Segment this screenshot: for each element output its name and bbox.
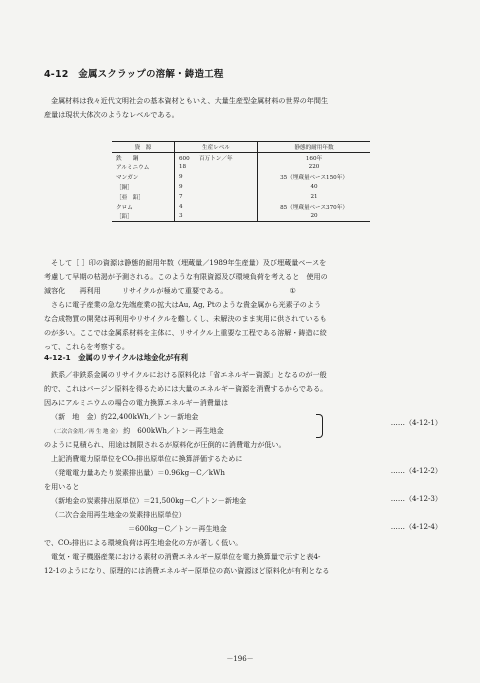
cell-value: 7 — [179, 193, 183, 200]
text-line: で、CO₂排出による環境負荷は再生地金化の方が著しく低い。 — [44, 538, 243, 547]
circle-mark: ① — [289, 286, 296, 295]
equation-label: （二次合金用／再 生 地 金） — [51, 429, 121, 435]
paragraph-depletion — [44, 256, 444, 298]
section-title: 4-12 金属スクラップの溶解・鋳造工程 — [44, 69, 224, 80]
text-line: を用いると — [44, 482, 80, 491]
column-header: 静態的耐用年数 — [258, 142, 371, 153]
table-cell — [175, 182, 258, 192]
text-line: 電気・電子機器産業における素材の消費エネルギー原単位を電力換算量で示すと表4- — [51, 552, 321, 561]
cell-value: 3 — [179, 213, 183, 220]
page-number: －196－ — [226, 655, 254, 663]
equation-number: ……（4-12-3） — [390, 494, 442, 503]
equation-number: ……（4-12-4） — [390, 522, 442, 531]
table-cell: マンガン — [112, 172, 175, 182]
cell-unit: 百万トン／年 — [199, 155, 233, 162]
text-line: 上記消費電力原単位をCO₂排出原単位に換算評価するために — [51, 454, 243, 463]
table-cell: ［鉛］ — [112, 212, 175, 222]
text-line — [44, 284, 444, 298]
table-header-row — [112, 142, 370, 153]
table-cell: 35（埋蔵量ベース150年） — [280, 175, 348, 182]
cell-value: 4 — [179, 203, 183, 210]
table-cell: ［銅］ — [112, 182, 175, 192]
equation-line: ＝600kg－C／トン－再生地金 — [128, 524, 227, 533]
text-line: 的で、これはバージン原料を得るためには大量のエネルギー資源を消費するからである。 — [44, 384, 328, 393]
intro-paragraph — [44, 94, 444, 122]
table-row — [112, 182, 370, 192]
table-row — [112, 192, 370, 202]
text-line: 鉄系／非鉄系金属のリサイクルにおける原料化は「省エネルギー資源」となるのが一般 — [51, 370, 327, 379]
subsection-title: 4-12-1 金属のリサイクルは地金化が有利 — [44, 353, 188, 362]
equation-number: ……（4-12-1） — [390, 418, 442, 427]
table-cell: ［亜 鉛］ — [112, 192, 175, 202]
cell-value: 600 — [179, 155, 190, 162]
table-cell — [175, 212, 258, 222]
text-line: って、これらを考察する。 — [44, 342, 129, 351]
text-line: 12-1のようになり、原理的には消費エネルギー原単位の高い資源ほど原料化が有利となる — [44, 566, 330, 575]
brace-shape — [316, 414, 323, 438]
table-cell — [175, 192, 258, 202]
equation-block-2 — [44, 466, 444, 494]
text-line: のように見積られ、用途は制限されるが原料化が圧倒的に消費電力が低い。 — [44, 440, 286, 449]
equation-line: （新 地 金）約22,400kWh／トン－新地金 — [51, 412, 199, 421]
equation-line — [44, 424, 444, 438]
text-line: な合成物質の開発は再利用やリサイクルを難しくし、未解決のまま実用に供されているも — [44, 314, 327, 323]
table-cell — [175, 202, 258, 212]
text-fragment: 減容化 再利用 リサイクルが極めて重要である。 — [44, 286, 228, 295]
table-row — [112, 163, 370, 173]
equation-value: 約 600kWh／トン－再生地金 — [123, 426, 224, 435]
table-cell: 20 — [310, 213, 318, 220]
text-line: のが多い。ここでは金属系材料を主体に、リサイクル上重要な工程である溶解・鋳造に絞 — [44, 328, 327, 337]
text-line: 産量は現状大体次のようなレベルである。 — [44, 110, 179, 119]
cell-value: 18 — [179, 164, 187, 171]
table-cell: 220 — [308, 164, 320, 171]
table-cell: 160年 — [305, 155, 323, 162]
equation-line: （発電電力量あたり炭素排出量）＝0.96kg－C／kWh — [51, 468, 225, 477]
table-row — [112, 212, 370, 222]
equation-block-3 — [44, 494, 444, 536]
paragraph-estimate — [44, 438, 444, 466]
equation-line: （新地金の炭素排出原単位）＝21,500kg－C／トン－新地金 — [51, 496, 247, 505]
table-row — [112, 202, 370, 212]
table-cell: 40 — [310, 184, 318, 191]
table-row — [112, 152, 370, 162]
paragraph-conclusion — [44, 536, 444, 578]
column-header: 生産レベル — [175, 142, 258, 153]
cell-value: 9 — [179, 184, 183, 191]
column-header: 資 源 — [112, 142, 175, 153]
text-line: 考慮して早期の枯渇が予測される。このような有限資源及び環境負荷を考えると 使用の — [44, 272, 328, 281]
table-cell: 85（埋蔵量ベース370年） — [280, 204, 348, 211]
table-cell — [175, 163, 258, 173]
table-cell: アルミニウム — [112, 163, 175, 173]
table-cell — [175, 172, 258, 182]
table-cell: 21 — [310, 193, 318, 200]
text-line: 因みにアルミニウムの場合の電力換算エネルギー消費量は — [44, 398, 229, 407]
table-cell — [175, 152, 258, 162]
table-cell: クロム — [112, 202, 175, 212]
equation-block-1 — [44, 410, 444, 438]
paragraph-recycling — [44, 368, 444, 410]
cell-value: 9 — [179, 174, 183, 181]
resource-table — [112, 141, 370, 222]
table-row — [112, 172, 370, 182]
table-cell: 鉄 鋼 — [112, 152, 175, 162]
equation-number: ……（4-12-2） — [390, 466, 442, 475]
text-line: そして［ ］印の資源は静態的耐用年数（埋蔵量／1989年生産量）及び埋蔵量ベースを — [51, 258, 327, 267]
text-line: さらに電子産業の急な先端産業の拡大はAu, Ag, Ptのような貴金属から光素子のよう — [51, 300, 322, 309]
text-line: 金属材料は我々近代文明社会の基本資材ともいえ、大量生産型金属材料の世界の年間生 — [51, 96, 329, 105]
paragraph-electronics — [44, 298, 444, 354]
equation-line: （二次合金用再生地金の炭素排出原単位） — [51, 510, 186, 519]
